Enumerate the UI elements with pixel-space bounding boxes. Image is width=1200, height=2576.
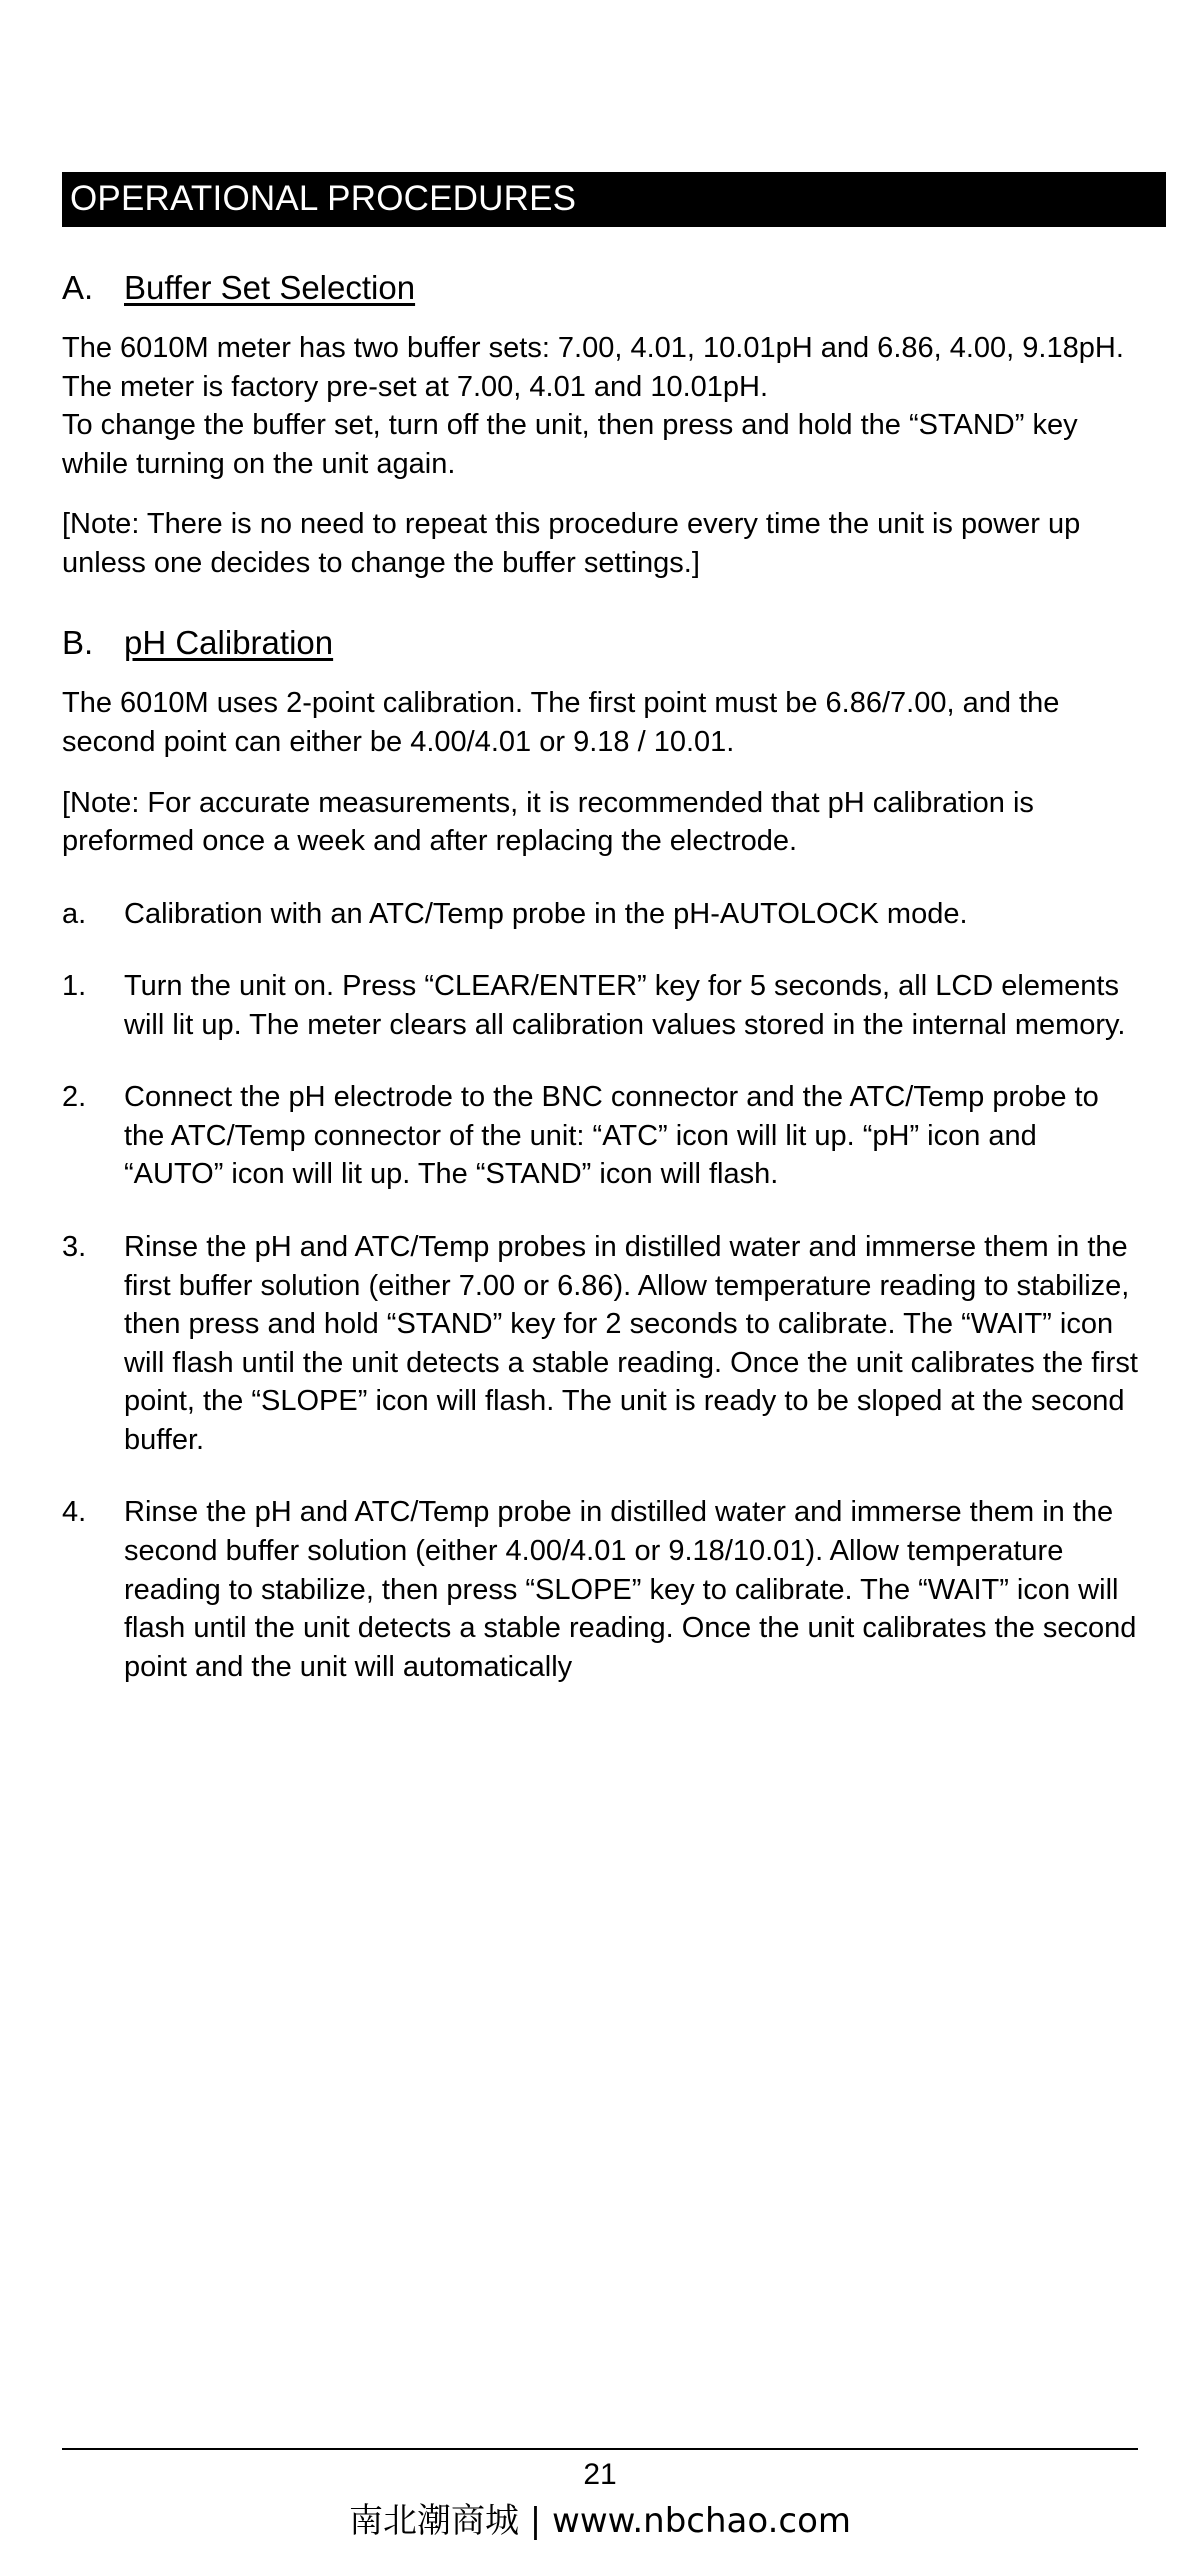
list-item: [62, 967, 1138, 1044]
section-letter-a: A.: [62, 269, 94, 306]
list-item-marker: a.: [62, 897, 87, 930]
section-title-b: pH Calibration: [124, 624, 334, 662]
list-item-text: Rinse the pH and ATC/Temp probe in distilled water and immerse them in the second buffer solution (either 4.00/4.01 or 9.18/10.01). Allow temperature reading to stabilize, then press “SLOPE” key to calibrate. The “WAIT” icon will flash until the unit detects a stable reading. Once the unit calibrates the second point and the unit will automatically: [124, 1496, 1137, 1683]
section-letter-b: B.: [62, 624, 94, 662]
list-item-text: Connect the pH electrode to the BNC connector and the ATC/Temp probe to the ATC/Temp connector of the unit: “ATC” icon will lit up. “pH” icon and “AUTO” icon will lit up. The “STAND” icon will flash.: [124, 1081, 1099, 1191]
list-item-text: Turn the unit on. Press “CLEAR/ENTER” key for 5 seconds, all LCD elements will lit up. The meter clears all calibration values stored in the internal memory.: [124, 970, 1126, 1041]
section-a-paragraph-2: To change the buffer set, turn off the unit, then press and hold the “STAND” key while turning on the unit again.: [62, 409, 1078, 480]
page-footer: [62, 2448, 1138, 2542]
page-number: 21: [583, 2458, 617, 2491]
section-banner: OPERATIONAL PROCEDURES: [62, 172, 1166, 227]
list-item-text: Calibration with an ATC/Temp probe in the pH-AUTOLOCK mode.: [124, 897, 968, 930]
section-a-note: [Note: There is no need to repeat this procedure every time the unit is power up unless one decides to change the buffer settings.]: [62, 508, 1081, 579]
list-item-marker: 4.: [62, 1496, 87, 1529]
section-a-paragraph-1: The 6010M meter has two buffer sets: 7.00, 4.01, 10.01pH and 6.86, 4.00, 9.18pH. The meter is factory pre-set at 7.00, 4.01 and 10.01pH.: [62, 332, 1124, 403]
list-item: [62, 1228, 1138, 1459]
list-item-marker: 1.: [62, 970, 87, 1003]
section-b-paragraph-1: The 6010M uses 2-point calibration. The first point must be 6.86/7.00, and the second point can either be 4.00/4.01 or 9.18 / 10.01.: [62, 687, 1060, 758]
section-heading-a: [62, 269, 1138, 307]
footer-credit: 南北潮商城 | www.nbchao.com: [348, 2501, 851, 2541]
list-item-marker: 2.: [62, 1081, 87, 1114]
list-item: [62, 1493, 1138, 1686]
list-item: [62, 1078, 1138, 1194]
section-b-note: [Note: For accurate measurements, it is recommended that pH calibration is preformed once a week and after replacing the electrode.: [62, 786, 1034, 858]
section-heading-b: [62, 624, 1138, 662]
section-title-a: Buffer Set Selection: [124, 269, 416, 306]
calibration-steps-list: [62, 895, 1138, 1687]
list-item-marker: 3.: [62, 1231, 87, 1263]
list-item: [62, 895, 1138, 934]
list-item-text: Rinse the pH and ATC/Temp probes in distilled water and immerse them in the first buffer solution (either 7.00 or 6.86). Allow temperature reading to stabilize, then press and hold “STAND” key for 2 seconds to calibrate. The “WAIT” icon will flash until the unit detects a stable reading. Once the unit calibrates the first point, the “SLOPE” icon will flash. The unit is ready to be sloped at the second buffer.: [124, 1231, 1138, 1456]
footer-divider: [62, 2448, 1138, 2450]
document-page: [0, 172, 1200, 2576]
